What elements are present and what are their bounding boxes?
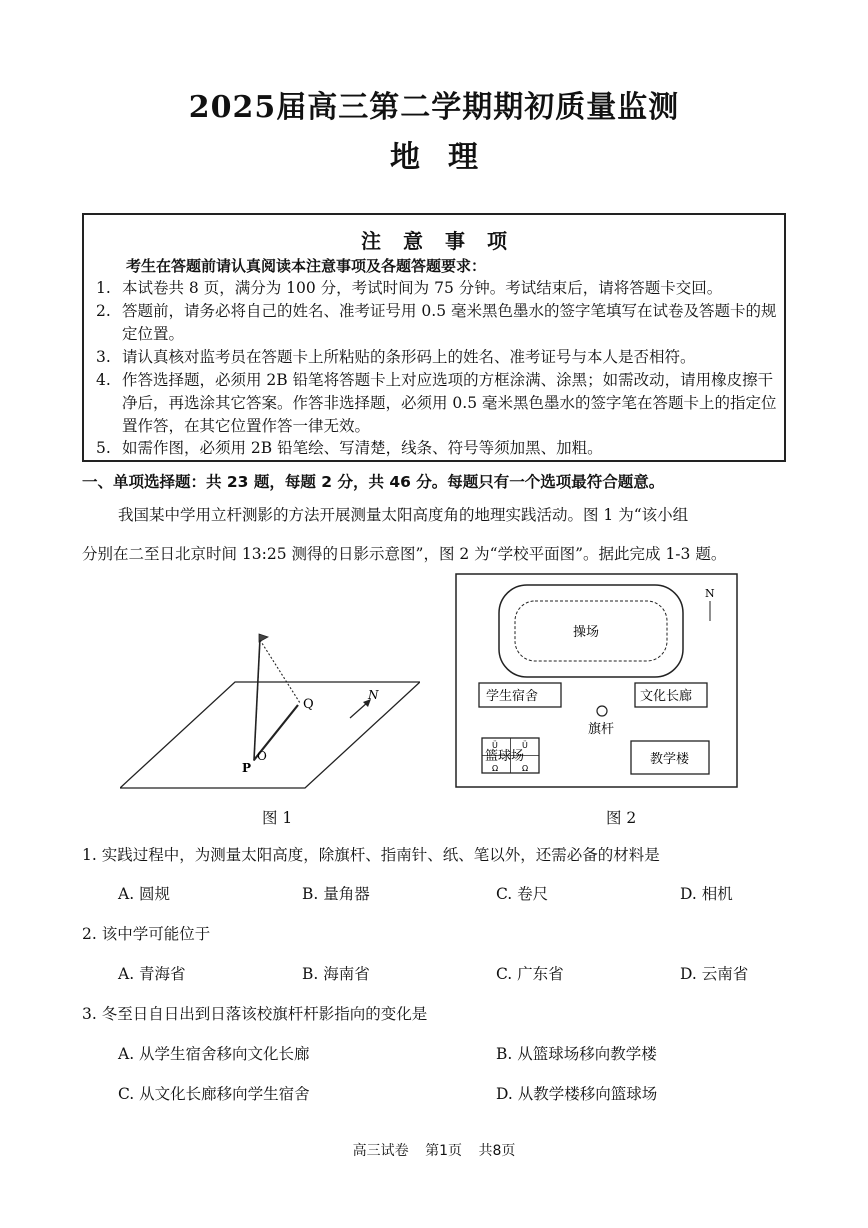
figure-1-shadow-diagram [120, 600, 420, 800]
notice-item-text: 答题前，请务必将自己的姓名、准考证号用 0.5 毫米黑色墨水的签字笔填写在试卷及答题卡的规定位置。 [122, 302, 777, 343]
question-3-option-c: C. 从文化长廊移向学生宿舍 [118, 1085, 310, 1103]
question-3-option-a: A. 从学生宿舍移向文化长廊 [118, 1045, 310, 1063]
question-3-option-d: D. 从教学楼移向篮球场 [496, 1085, 658, 1103]
label-q: Q [303, 697, 314, 712]
sun-ray-to-q [260, 640, 300, 703]
question-2-option-c: C. 广东省 [496, 965, 564, 983]
question-1-option-a: A. 圆规 [118, 885, 171, 903]
section-heading: 一、单项选择题：共 23 题，每题 2 分，共 46 分。每题只有一个选项最符合题意。 [82, 473, 665, 491]
flagpole-icon [597, 706, 607, 716]
notice-item-text: 请认真核对监考员在答题卡上所粘贴的条形码上的姓名、准考证号与本人是否相符。 [122, 348, 696, 366]
exam-title: 2025届高三第二学期期初质量监测 [188, 90, 680, 125]
question-1-option-b: B. 量角器 [302, 885, 370, 903]
footer-total: 共8页 [478, 1143, 516, 1159]
subject-title: 地理 [390, 140, 506, 175]
hoop-icon: Ü [522, 741, 528, 750]
footer-page: 第1页 [425, 1143, 462, 1159]
hoop-icon: Ü [492, 741, 498, 750]
label-p: P [242, 761, 252, 775]
page-footer [0, 1140, 868, 1160]
material-line-1: 我国某中学用立杆测影的方法开展测量太阳高度角的地理实践活动。图 1 为“该小组 [118, 506, 689, 524]
question-1-option-c: C. 卷尺 [496, 885, 549, 903]
notice-item-number: 4. [96, 371, 111, 389]
figure-2-school-plan [455, 573, 738, 788]
north-label: N [705, 587, 715, 600]
notice-item [96, 300, 782, 346]
question-3-stem: 3. 冬至日自日出到日落该校旗杆杆影指向的变化是 [82, 1005, 428, 1023]
figure-1-caption: 图 1 [262, 809, 293, 827]
notice-item-number: 1. [96, 279, 111, 297]
notice-box [82, 213, 786, 462]
material-line-2: 分别在二至日北京时间 13:25 测得的日影示意图”，图 2 为“学校平面图”。据此完成 1-3 题。 [82, 545, 727, 563]
question-2-option-d: D. 云南省 [680, 965, 749, 983]
label-o: O [257, 749, 267, 763]
notice-heading: 注意事项 [361, 229, 529, 253]
question-1-option-d: D. 相机 [680, 885, 733, 903]
figure-2-caption: 图 2 [606, 809, 637, 827]
notice-item-text: 如需作图，必须用 2B 铅笔绘、写清楚，线条、符号等须加黑、加粗。 [122, 439, 603, 457]
corridor-label: 文化长廊 [640, 689, 693, 704]
notice-item-number: 5. [96, 439, 111, 457]
notice-item-number: 2. [96, 302, 111, 320]
question-1-stem: 1. 实践过程中，为测量太阳高度，除旗杆、指南针、纸、笔以外，还需必备的材料是 [82, 846, 660, 864]
notice-item [96, 346, 782, 369]
notice-item-number: 3. [96, 348, 111, 366]
playground-label: 操场 [573, 625, 600, 640]
flagpole-label: 旗杆 [588, 722, 615, 737]
north-arrow-shaft [350, 702, 368, 718]
notice-item [96, 369, 782, 438]
footer-exam: 高三试卷 [352, 1143, 409, 1159]
hoop-icon: Ω [522, 764, 529, 773]
building-label: 教学楼 [650, 752, 690, 767]
notice-intro: 考生在答题前请认真阅读本注意事项及各题答题要求： [126, 257, 487, 275]
notice-item [96, 277, 782, 300]
notice-item-text: 作答选择题，必须用 2B 铅笔将答题卡上对应选项的方框涂满、涂黑；如需改动，请用橡皮擦干净后，再选涂其它答案。作答非选择题，必须用 0.5 毫米黑色墨水的签字笔在答题卡上的指定位置作答，在其它位置作答一律无效。 [122, 371, 777, 435]
question-3-option-b: B. 从篮球场移向教学楼 [496, 1045, 657, 1063]
question-2-option-b: B. 海南省 [302, 965, 370, 983]
hoop-icon: Ω [492, 764, 499, 773]
dorm-label: 学生宿舍 [486, 689, 539, 704]
court-label: 篮球场 [485, 749, 525, 764]
label-n: N [368, 688, 379, 702]
question-2-stem: 2. 该中学可能位于 [82, 925, 211, 943]
notice-item-text: 本试卷共 8 页，满分为 100 分，考试时间为 75 分钟。考试结束后，请将答题卡交回。 [122, 279, 723, 297]
question-2-option-a: A. 青海省 [118, 965, 186, 983]
notice-item [96, 437, 782, 460]
